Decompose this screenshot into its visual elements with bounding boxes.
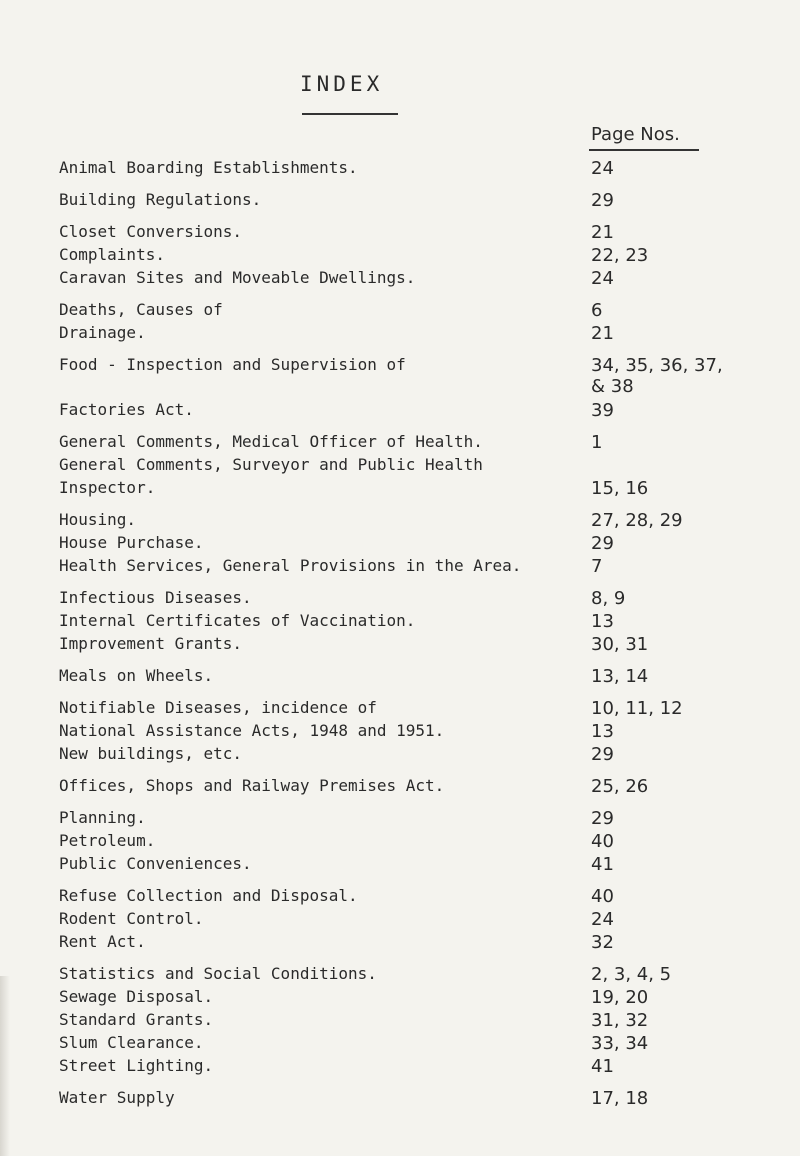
entry-page-numbers: 40 (591, 886, 614, 907)
entry-page-numbers: 10, 11, 12 (591, 698, 683, 719)
entry-page-numbers: 24 (591, 268, 614, 289)
index-entry (0, 1088, 800, 1114)
index-entry (0, 744, 800, 770)
entry-label: Notifiable Diseases, incidence of (59, 698, 377, 717)
entry-label: Improvement Grants. (59, 634, 243, 653)
index-entry (0, 854, 800, 880)
entry-label: Refuse Collection and Disposal. (59, 886, 358, 905)
entry-page-numbers: 2, 3, 4, 5 (591, 964, 672, 985)
entry-label: Street Lighting. (59, 1056, 214, 1075)
entry-page-numbers: 41 (591, 854, 614, 875)
entry-label: New buildings, etc. (59, 744, 243, 763)
entry-page-numbers: 40 (591, 831, 614, 852)
entry-page-numbers: 29 (591, 533, 614, 554)
entry-page-numbers: 33, 34 (591, 1033, 649, 1054)
entry-label: Water Supply (59, 1088, 175, 1107)
entry-page-numbers: 22, 23 (591, 245, 649, 266)
entry-page-numbers: 17, 18 (591, 1088, 649, 1109)
entry-page-numbers: 31, 32 (591, 1010, 649, 1031)
index-entry (0, 190, 800, 216)
entry-page-numbers: 27, 28, 29 (591, 510, 683, 531)
index-entry (0, 478, 800, 504)
entry-label: Offices, Shops and Railway Premises Act. (59, 776, 445, 795)
entry-page-numbers: 41 (591, 1056, 614, 1077)
entry-label: Rodent Control. (59, 909, 204, 928)
index-entry (0, 634, 800, 660)
entry-page-numbers: 13 (591, 721, 614, 742)
index-entry (0, 268, 800, 294)
entry-label: Food - Inspection and Supervision of (59, 355, 406, 374)
entry-label: Meals on Wheels. (59, 666, 214, 685)
index-title: INDEX (300, 72, 384, 96)
entry-label: Complaints. (59, 245, 165, 264)
page-numbers-header: Page Nos. (591, 124, 680, 145)
index-entry (0, 400, 800, 426)
index-entry (0, 556, 800, 582)
entry-label: Closet Conversions. (59, 222, 243, 241)
entry-page-numbers: 39 (591, 400, 614, 421)
entry-label: Factories Act. (59, 400, 194, 419)
entry-label: General Comments, Surveyor and Public Health (59, 455, 483, 474)
index-entry (0, 158, 800, 184)
index-entry (0, 323, 800, 349)
entry-page-numbers: 15, 16 (591, 478, 649, 499)
entry-label: Animal Boarding Establishments. (59, 158, 358, 177)
entry-label: Internal Certificates of Vaccination. (59, 611, 416, 630)
entry-label: National Assistance Acts, 1948 and 1951. (59, 721, 445, 740)
entry-label: House Purchase. (59, 533, 204, 552)
entry-label: Deaths, Causes of (59, 300, 223, 319)
entry-page-numbers: 1 (591, 432, 603, 453)
entry-label: Petroleum. (59, 831, 156, 850)
index-entry (0, 666, 800, 692)
entry-label: Planning. (59, 808, 146, 827)
page-edge-shadow (0, 976, 10, 1156)
title-underline (302, 113, 398, 115)
entry-page-numbers: 34, 35, 36, 37, & 38 (591, 355, 723, 397)
entry-label: Rent Act. (59, 932, 146, 951)
entry-label: Standard Grants. (59, 1010, 214, 1029)
index-entry (0, 776, 800, 802)
entry-page-numbers: 6 (591, 300, 603, 321)
entry-label: Drainage. (59, 323, 146, 342)
header-underline (589, 149, 699, 151)
entry-page-numbers: 32 (591, 932, 614, 953)
entry-page-numbers: 29 (591, 190, 614, 211)
entry-page-numbers: 7 (591, 556, 603, 577)
entry-label: Building Regulations. (59, 190, 262, 209)
entry-label: Statistics and Social Conditions. (59, 964, 377, 983)
index-entry (0, 355, 800, 397)
entry-page-numbers: 24 (591, 158, 614, 179)
entry-page-numbers: 29 (591, 744, 614, 765)
entry-page-numbers: 30, 31 (591, 634, 649, 655)
entry-label: Health Services, General Provisions in the Area. (59, 556, 522, 575)
entry-label: Housing. (59, 510, 137, 529)
entry-label: Public Conveniences. (59, 854, 252, 873)
entry-label: Caravan Sites and Moveable Dwellings. (59, 268, 416, 287)
entry-page-numbers: 21 (591, 323, 614, 344)
entry-page-numbers: 8, 9 (591, 588, 626, 609)
entry-page-numbers: 29 (591, 808, 614, 829)
entry-page-numbers: 24 (591, 909, 614, 930)
entry-label: Slum Clearance. (59, 1033, 204, 1052)
index-entry (0, 1056, 800, 1082)
entry-page-numbers: 21 (591, 222, 614, 243)
entry-page-numbers: 19, 20 (591, 987, 649, 1008)
entry-page-numbers: 13, 14 (591, 666, 649, 687)
entry-page-numbers: 25, 26 (591, 776, 649, 797)
index-entry (0, 932, 800, 958)
entry-label: Infectious Diseases. (59, 588, 252, 607)
entry-label: General Comments, Medical Officer of Health. (59, 432, 483, 451)
entry-label: Sewage Disposal. (59, 987, 214, 1006)
entry-label: Inspector. (59, 478, 156, 497)
entry-page-numbers: 13 (591, 611, 614, 632)
